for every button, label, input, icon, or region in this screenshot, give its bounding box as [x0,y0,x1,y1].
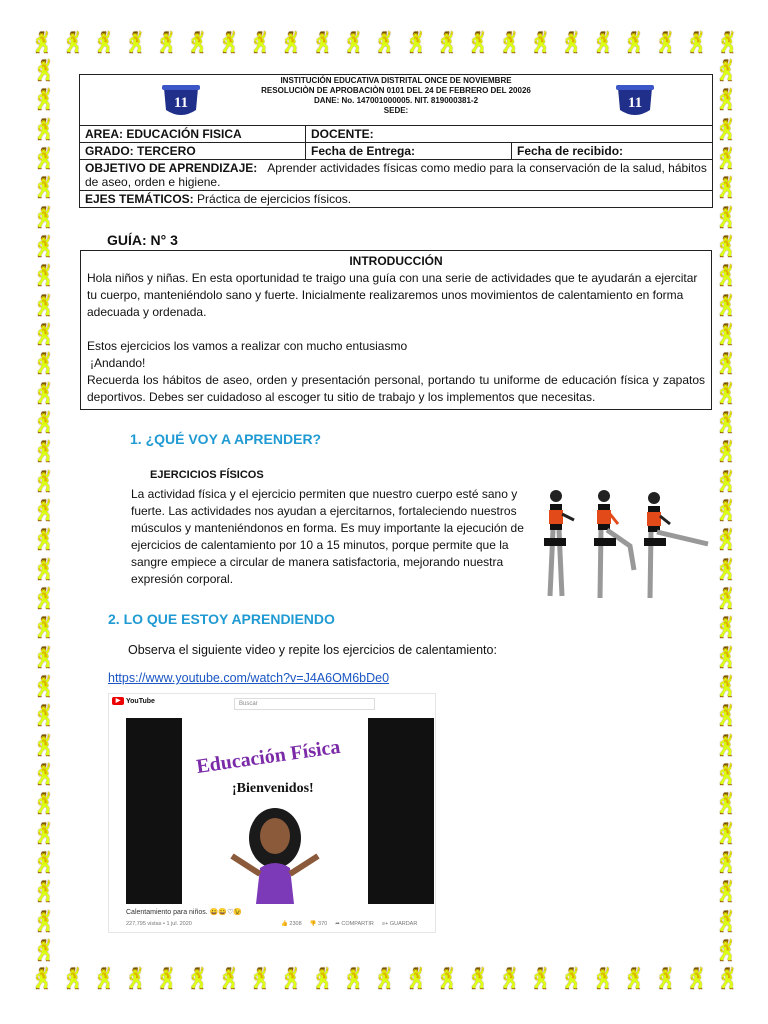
cartoon-figure-icon: 🕺 [684,968,710,990]
cartoon-figure-icon: 🕺 [497,32,523,54]
cartoon-figure-icon: 🕺 [32,734,57,757]
cartoon-figure-icon: 🕺 [559,32,585,54]
cartoon-figure-icon: 🕺 [714,851,739,874]
cartoon-figure-icon: 🕺 [32,323,57,346]
cartoon-figure-icon: 🕺 [653,32,679,54]
cartoon-figure-icon: 🕺 [32,265,57,288]
youtube-topbar [109,694,435,712]
cartoon-figure-icon: 🕺 [714,441,739,464]
exercises-subtitle: EJERCICIOS FÍSICOS [150,469,264,481]
cartoon-figure-icon: 🕺 [123,32,149,54]
cartoon-figure-icon: 🕺 [185,32,211,54]
cartoon-figure-icon: 🕺 [310,32,336,54]
cartoon-figure-icon: 🕺 [622,968,648,990]
cartoon-figure-icon: 🕺 [559,968,585,990]
youtube-logo [112,697,155,705]
cartoon-figure-icon: 🕺 [714,265,739,288]
cartoon-figure-icon: 🕺 [32,353,57,376]
introduction-box [80,250,712,410]
cartoon-figure-icon: 🕺 [32,411,57,434]
cartoon-figure-icon: 🕺 [32,646,57,669]
cartoon-figure-icon: 🕺 [404,968,429,990]
cartoon-figure-icon: 🕺 [154,32,180,54]
share-label: COMPARTIR [341,921,374,927]
cartoon-figure-icon: 🕺 [32,499,57,522]
cartoon-figure-icon: 🕺 [32,705,57,728]
cartoon-figure-icon: 🕺 [32,382,57,405]
intro-title: INTRODUCCIÓN [349,254,443,268]
institution-header [80,75,713,126]
save-button[interactable]: ≡+ GUARDAR [381,921,418,927]
cartoon-figure-icon: 🕺 [714,206,739,229]
cartoon-figure-icon: 🕺 [32,939,57,962]
cartoon-figure-icon: 🕺 [497,968,523,990]
youtube-link[interactable]: https://www.youtube.com/watch?v=J4A6OM6bDe0 [108,671,390,685]
cartoon-figure-icon: 🕺 [714,558,739,581]
cartoon-figure-icon: 🕺 [32,617,57,640]
bitmoji-welcome-illustration [182,718,368,904]
youtube-logo-text: YouTube [126,697,155,705]
cartoon-figure-icon: 🕺 [32,470,57,493]
guia-title: GUÍA: N° 3 [107,232,178,248]
cartoon-figure-icon: 🕺 [714,294,739,317]
cartoon-figure-icon: 🕺 [714,881,739,904]
cartoon-figure-icon: 🕺 [714,118,739,141]
cartoon-figure-icon: 🕺 [714,734,739,757]
cartoon-figure-icon: 🕺 [714,60,739,82]
cartoon-figure-icon: 🕺 [714,529,739,552]
girl-figure-1 [544,490,574,596]
cartoon-figure-icon: 🕺 [466,32,492,54]
cartoon-figure-icon: 🕺 [248,32,274,54]
school-logo-icon [614,82,656,120]
cartoon-figure-icon: 🕺 [714,177,739,200]
cartoon-figure-icon: 🕺 [528,32,554,54]
area-cell: AREA: EDUCACIÓN FISICA [80,126,306,143]
exercising-girls-illustration [538,484,714,606]
institution-name: INSTITUCIÓN EDUCATIVA DISTRITAL ONCE DE NOVIEMBRE [280,76,512,85]
cartoon-figure-icon: 🕺 [714,587,739,610]
cartoon-figure-icon: 🕺 [154,968,180,990]
cartoon-figure-icon: 🕺 [32,89,57,112]
cartoon-figure-icon: 🕺 [435,32,461,54]
cartoon-figure-icon: 🕺 [32,881,57,904]
cartoon-figure-icon: 🕺 [715,32,741,54]
intro-paragraph-1: Hola niños y niñas. En esta oportunidad te traigo una guía con una serie de actividades que te ayudarán a ejercitar tu cuerpo, manteniéndolo sano y fuerte. Inicialmente realizaremos unos movimientos de calentamiento en forma adecuada y ordenada. [87,271,698,319]
cartoon-figure-icon: 🕺 [32,177,57,200]
save-label: GUARDAR [389,921,418,927]
cartoon-figure-icon: 🕺 [714,910,739,933]
cartoon-figure-icon: 🕺 [185,968,211,990]
cartoon-figure-icon: 🕺 [92,32,118,54]
cartoon-figure-icon: 🕺 [714,470,739,493]
video-screenshot[interactable] [108,693,436,933]
cartoon-figure-icon: 🕺 [32,147,57,170]
cartoon-figure-icon: 🕺 [372,32,398,54]
video-caption: Calentamiento para niños. 😀😄♡😉 [126,909,243,916]
header-table [79,74,713,208]
cartoon-figure-icon: 🕺 [32,910,57,933]
cartoon-figure-icon: 🕺 [61,968,87,990]
cartoon-figure-icon: 🕺 [32,558,57,581]
cartoon-figure-icon: 🕺 [714,353,739,376]
cartoon-figure-icon: 🕺 [435,968,461,990]
cartoon-figure-icon: 🕺 [591,32,616,54]
cartoon-figure-icon: 🕺 [372,968,398,990]
cartoon-figure-icon: 🕺 [714,147,739,170]
video-player[interactable] [126,718,434,904]
cartoon-figure-icon: 🕺 [217,32,242,54]
cartoon-figure-icon: 🕺 [248,968,274,990]
cartoon-figure-icon: 🕺 [714,646,739,669]
docente-cell: DOCENTE: [306,126,713,143]
play-icon: ▶ [112,697,124,705]
page-border-bottom [30,966,741,992]
cartoon-figure-icon: 🕺 [714,763,739,786]
cartoon-figure-icon: 🕺 [92,968,118,990]
cartoon-figure-icon: 🕺 [310,968,336,990]
cartoon-figure-icon: 🕺 [32,587,57,610]
objetivo-label: OBJETIVO DE APRENDIZAJE: [85,161,258,175]
section-2-title: 2. LO QUE ESTOY APRENDIENDO [108,611,335,627]
cartoon-figure-icon: 🕺 [653,968,679,990]
cartoon-figure-icon: 🕺 [32,60,57,82]
ejes-text: Práctica de ejercicios físicos. [197,192,352,206]
cartoon-figure-icon: 🕺 [279,32,305,54]
cartoon-figure-icon: 🕺 [714,411,739,434]
cartoon-figure-icon: 🕺 [466,968,492,990]
ejes-cell [80,191,713,208]
video-actions [281,921,417,927]
cartoon-figure-icon: 🕺 [32,763,57,786]
video-meta: 227,795 vistas • 1 jul. 2020 [126,921,192,927]
intro-paragraph-2: Estos ejercicios los vamos a realizar con mucho entusiasmo [87,339,408,353]
cartoon-figure-icon: 🕺 [591,968,616,990]
cartoon-figure-icon: 🕺 [32,294,57,317]
video-instruction: Observa el siguiente video y repite los ejercicios de calentamiento: [128,643,497,657]
dislike-count: 370 [318,921,328,927]
cartoon-figure-icon: 🕺 [217,968,242,990]
cartoon-figure-icon: 🕺 [30,32,55,54]
cartoon-figure-icon: 🕺 [714,793,739,816]
video-frame [182,718,368,904]
page-border-top [30,30,741,56]
cartoon-figure-icon: 🕺 [32,851,57,874]
cartoon-figure-icon: 🕺 [279,968,305,990]
cartoon-figure-icon: 🕺 [30,968,55,990]
girl-figure-3 [644,492,708,598]
youtube-search-input[interactable]: Buscar [234,698,375,710]
ejes-label: EJES TEMÁTICOS: [85,192,194,206]
like-count: 2308 [289,921,302,927]
objetivo-cell [80,160,713,191]
logo-number: 11 [173,95,189,111]
share-button[interactable]: ➦ COMPARTIR [335,921,374,927]
cartoon-figure-icon: 🕺 [32,235,57,258]
cartoon-figure-icon: 🕺 [32,118,57,141]
intro-paragraph-3: ¡Andando! [90,356,146,370]
girl-figure-2 [594,490,634,598]
like-button[interactable]: 👍 2308 [281,921,302,927]
cartoon-figure-icon: 🕺 [32,793,57,816]
intro-paragraph-4: Recuerda los hábitos de aseo, orden y presentación personal, portando tu uniforme de educación física y zapatos deportivos. Debes ser cuidadoso al escoger tu sitio de trabajo y los implementos que necesitas. [87,373,705,404]
dane-text: DANE: No. 147001000005. NIT. 819000381-2 [313,96,479,105]
school-logo-icon [160,82,202,120]
cartoon-figure-icon: 🕺 [714,382,739,405]
section-1-title: 1. ¿QUÉ VOY A APRENDER? [130,431,322,447]
cartoon-figure-icon: 🕺 [714,822,739,845]
cartoon-figure-icon: 🕺 [684,32,710,54]
cartoon-figure-icon: 🕺 [32,675,57,698]
video-overlay-subtitle: ¡Bienvenidos! [232,781,314,796]
cartoon-figure-icon: 🕺 [341,968,367,990]
cartoon-figure-icon: 🕺 [714,705,739,728]
resolution-text: RESOLUCIÒN DE APROBACIÒN 0101 DEL 24 DE FEBRERO DEL 20026 [261,86,531,95]
cartoon-figure-icon: 🕺 [32,529,57,552]
cartoon-figure-icon: 🕺 [404,32,429,54]
dislike-button[interactable]: 👎 370 [309,921,328,927]
cartoon-figure-icon: 🕺 [714,939,739,962]
cartoon-figure-icon: 🕺 [32,822,57,845]
cartoon-figure-icon: 🕺 [528,968,554,990]
cartoon-figure-icon: 🕺 [32,206,57,229]
cartoon-figure-icon: 🕺 [61,32,87,54]
cartoon-figure-icon: 🕺 [714,617,739,640]
logo-number: 11 [627,95,643,111]
sede-text: SEDE: [383,106,409,115]
fecha-recibido-cell: Fecha de recibido: [512,143,713,160]
cartoon-figure-icon: 🕺 [714,675,739,698]
grado-cell: GRADO: TERCERO [80,143,306,160]
cartoon-figure-icon: 🕺 [622,32,648,54]
cartoon-figure-icon: 🕺 [714,235,739,258]
cartoon-figure-icon: 🕺 [714,323,739,346]
page-border-left [32,58,57,964]
cartoon-figure-icon: 🕺 [714,89,739,112]
cartoon-figure-icon: 🕺 [32,441,57,464]
cartoon-figure-icon: 🕺 [123,968,149,990]
cartoon-figure-icon: 🕺 [714,499,739,522]
exercises-paragraph: La actividad física y el ejercicio permiten que nuestro cuerpo esté sano y fuerte. Las actividades nos ayudan a ejercitarnos, fortaleciendo nuestros músculos y manteniéndonos en forma. Es muy importante la ejecución de ejercicios de calentamiento por 10 a 15 minutos, porque permite que la sangre empiece a circular de manera satisfactoria, mejorando nuestra expresión corporal. [131,487,524,586]
objetivo-text: Aprender actividades físicas como medio para la conservación de la salud, hábitos de aseo, orden e higiene. [85,161,707,189]
video-overlay-title: Educación Física [194,735,342,778]
cartoon-figure-icon: 🕺 [715,968,741,990]
fecha-entrega-cell: Fecha de Entrega: [306,143,512,160]
page-border-right [714,58,739,964]
cartoon-figure-icon: 🕺 [341,32,367,54]
